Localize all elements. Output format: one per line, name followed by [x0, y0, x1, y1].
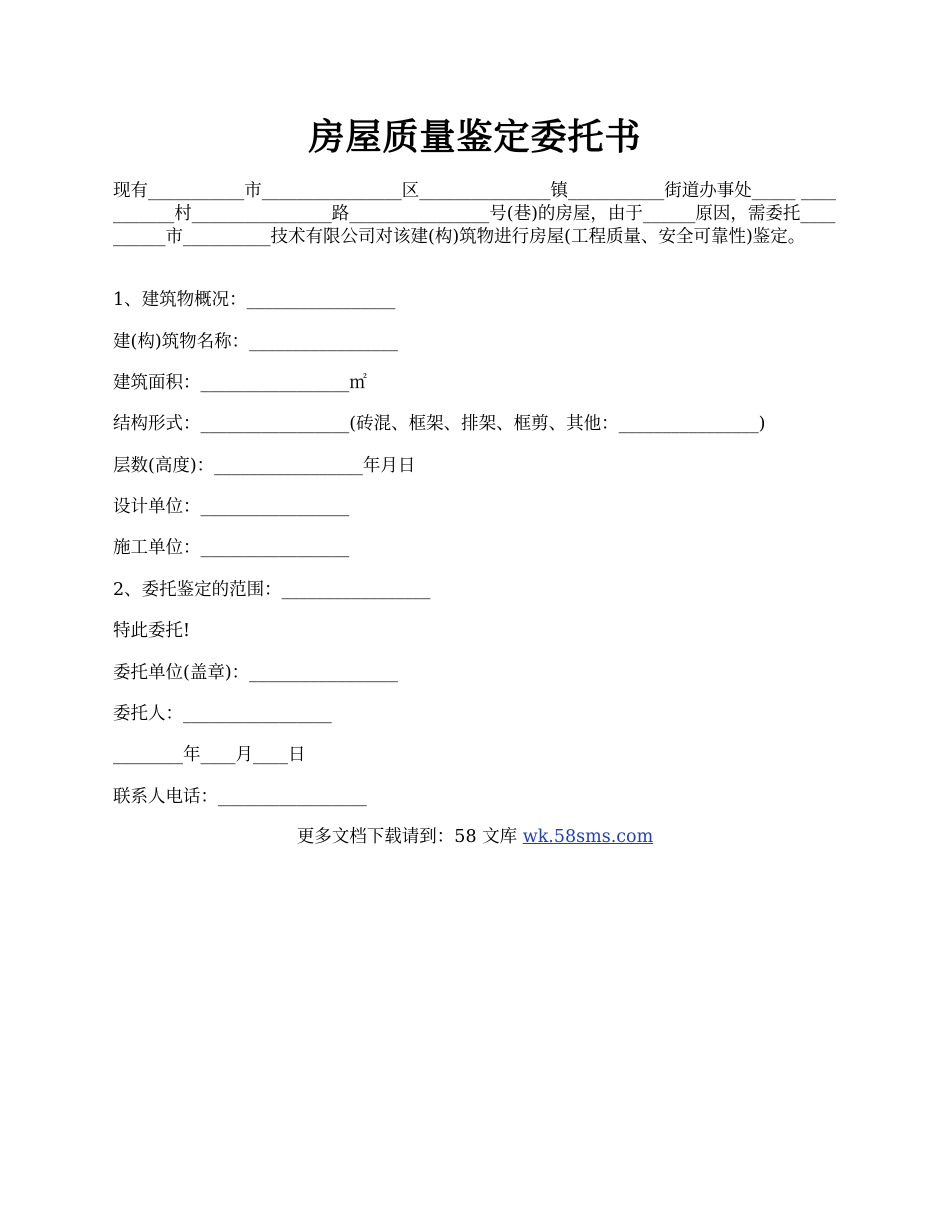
contact-phone-line: 联系人电话：_________________ — [113, 787, 367, 807]
entrusting-person-line: 委托人：_________________ — [113, 704, 332, 724]
footer-text: 更多文档下载请到：58 文库 — [296, 827, 523, 847]
structure-type-line: 结构形式：_________________(砖混、框架、排架、框剪、其他：________________) — [113, 414, 766, 434]
building-area-line: 建筑面积：_________________㎡ — [113, 373, 367, 393]
building-overview-line: 1、建筑物概况：_________________ — [113, 290, 396, 310]
floors-height-line: 层数(高度)：_________________年月日 — [113, 456, 416, 476]
document-title: 房屋质量鉴定委托书 — [308, 116, 642, 158]
date-line: ________年____月____日 — [113, 745, 306, 765]
appraisal-scope-line: 2、委托鉴定的范围：_________________ — [113, 580, 431, 600]
footer — [0, 826, 950, 849]
entrusting-unit-line: 委托单位(盖章)：_________________ — [113, 663, 398, 683]
building-name-line: 建(构)筑物名称：_________________ — [113, 332, 398, 352]
design-unit-line: 设计单位：_________________ — [113, 497, 350, 517]
construction-unit-line: 施工单位：_________________ — [113, 538, 350, 558]
footer-link[interactable]: wk.58sms.com — [522, 827, 654, 847]
entrust-statement: 特此委托! — [113, 621, 191, 641]
intro-paragraph: 现有___________市________________区_______________镇___________街道办事处_____ ___________村________________路________________号(巷)的房屋，由于______原因，需委托__________市__________技术有限公司对该建(构)筑物进行房屋(工程质量、安全可靠性)鉴定。 — [113, 181, 837, 247]
